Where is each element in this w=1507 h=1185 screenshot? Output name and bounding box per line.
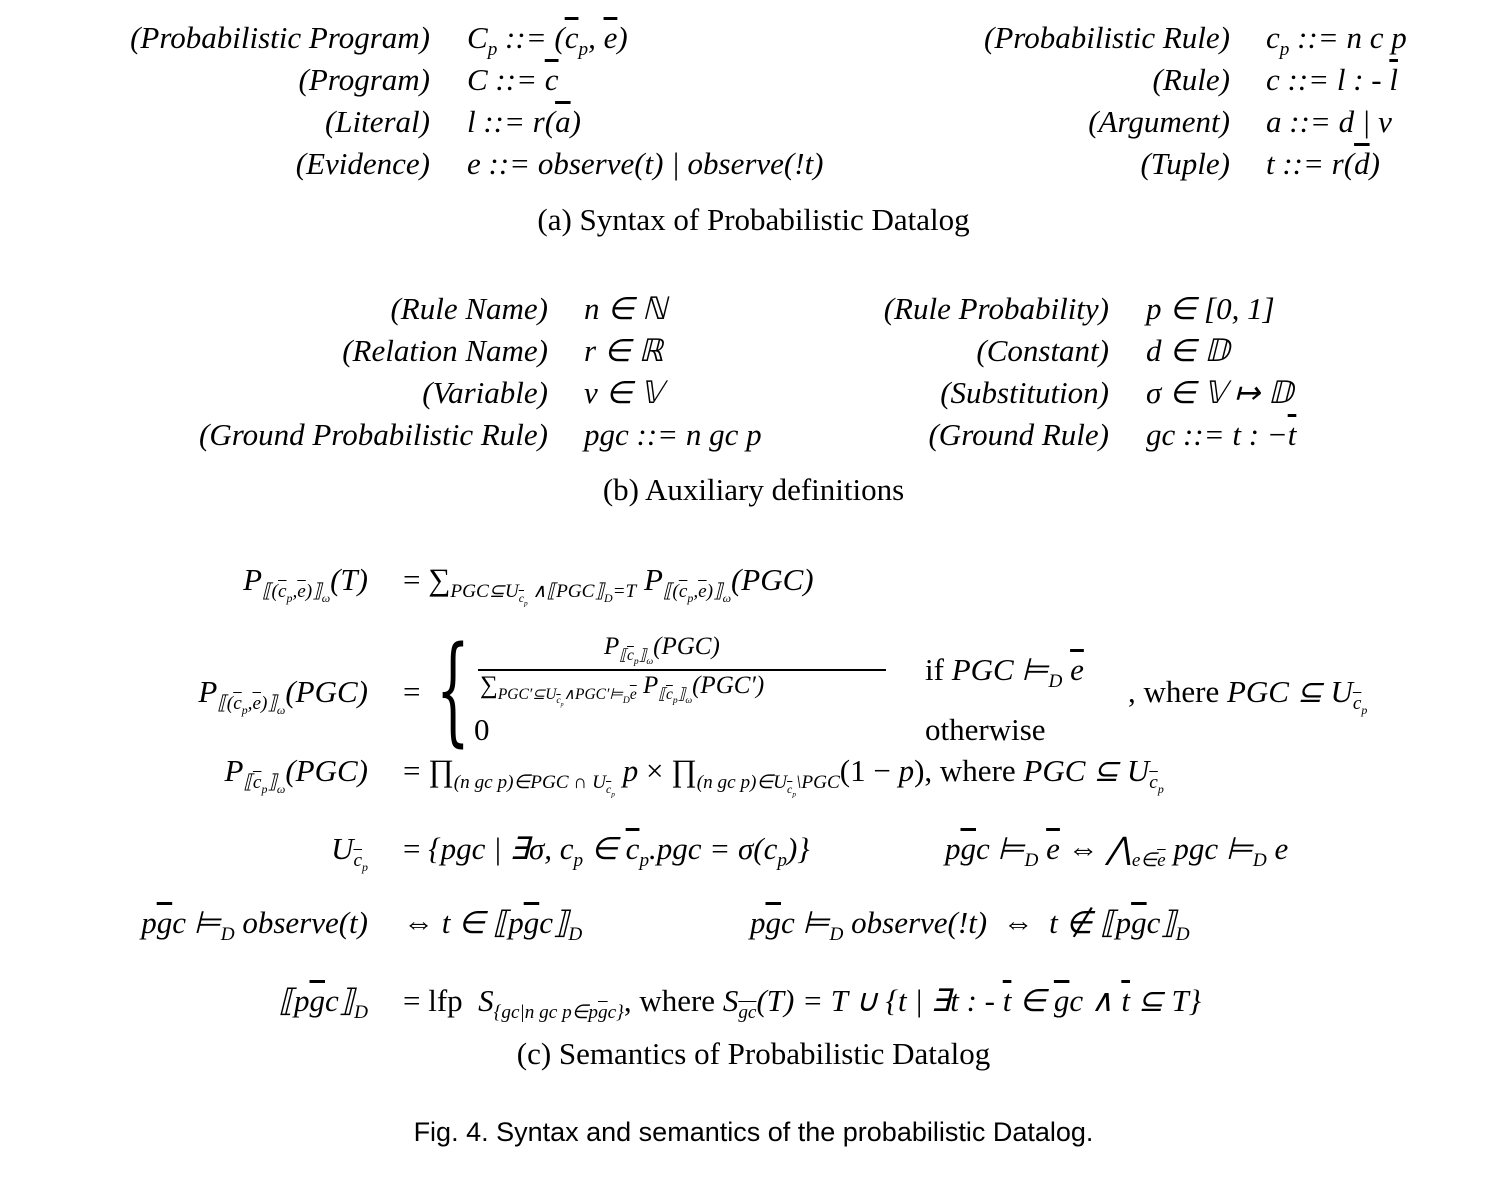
syntax-expr-probabilistic-program: $C_p$ ::= ($\overline{c}_p$, $\overline{e}$) (467, 20, 628, 61)
semantics-caption: (c) Semantics of Probabilistic Datalog (516, 1036, 991, 1071)
aux-label-relation-name: (Relation Name) (342, 333, 548, 368)
eq2-frac-den: $\sum_{PGC'⊆U_{\overline{c}_p}\wedge PGC'⊨_D\overline{e}}$ $P_{⟦\overline{c}_p⟧_\omega}(PGC')$ (480, 672, 765, 709)
syntax-expr-probabilistic-rule: $c_p$ ::= n c p (1266, 20, 1407, 61)
eq2-lhs: $P_{⟦(\overline{c}_p,\overline{e})⟧_\omega}(PGC)$ (198, 674, 368, 718)
syntax-label-argument: (Argument) (1088, 104, 1230, 139)
aux-expr-ground-probabilistic-rule: pgc ::= n gc p (584, 417, 762, 452)
eq2-case2-val: 0 (474, 712, 490, 747)
eq2-frac-line (478, 669, 886, 671)
eq4-right: $p\overline{g}c$ $⊨_D$ $\overline{e}$ ⇔ $⋀_{e\in\overline{e}}$ pgc $⊨_D$ e (945, 831, 1289, 872)
figure-caption: Fig. 4. Syntax and semantics of the probabilistic Datalog. (413, 1117, 1094, 1147)
eq4-rhs: = {pgc | ∃σ, $c_p$ ∈ $\overline{c}_p.pgc = \sigma(c_p)$} (403, 831, 810, 872)
aux-expr-relation-name: r ∈ ℝ (584, 333, 664, 368)
eq5-rhs: ⇔ t ∈ $⟦p\overline{g}c⟧_D$ (403, 905, 583, 946)
eq2-case2-cond: otherwise (925, 712, 1046, 747)
aux-expr-rule-probability: p ∈ [0, 1] (1146, 291, 1275, 326)
aux-expr-constant: d ∈ 𝔻 (1146, 333, 1230, 368)
syntax-label-program: (Program) (298, 62, 430, 97)
aux-expr-variable: v ∈ 𝕍 (584, 375, 663, 410)
syntax-label-literal: (Literal) (324, 104, 430, 139)
eq2-case1-cond: if PGC $⊨_D$ $\overline{e}$ (925, 652, 1084, 693)
syntax-expr-program: C ::= $\overline{c}$ (467, 62, 559, 97)
aux-label-ground-rule: (Ground Rule) (928, 417, 1109, 452)
eq1-rhs: = $\sum_{PGC⊆U_{\overline{c}_p} \wedge⟦PGC⟧_D=T}$ $P_{⟦(\overline{c}_p,\overline{e})⟧_\omega}(PGC)$ (403, 562, 814, 608)
eq3-lhs: $P_{⟦\overline{c}_p⟧_\omega}(PGC)$ (224, 753, 368, 797)
syntax-expr-rule: c ::= l : - $\overline{l}$ (1266, 62, 1398, 97)
eq4-lhs: $U_{\overline{c}_p}$ (331, 831, 368, 875)
aux-label-constant: (Constant) (976, 333, 1109, 368)
eq2-brace: { (436, 620, 470, 758)
syntax-label-tuple: (Tuple) (1140, 146, 1230, 181)
syntax-expr-tuple: t ::= $r(\overline{d})$ (1266, 146, 1380, 181)
syntax-expr-evidence: e ::= observe(t) | observe(!t) (467, 146, 824, 181)
aux-expr-ground-rule: gc ::= t : $-\overline{t}$ (1146, 417, 1297, 452)
eq2-equals: = (403, 674, 421, 709)
aux-expr-rule-name: n ∈ ℕ (584, 291, 667, 326)
eq6-lhs: $⟦p\overline{g}c⟧_D$ (278, 983, 368, 1024)
eq6-rhs: = lfp $S_{\{gc|n gc p\in p\overline{g}c\}}$, where $S_{\overline{gc}}(T) = T$ ∪ {t | ∃t : - $\overline{t}$ ∈ $\overline{g}c$ ∧ $\overline{t}$ ⊆ T} (403, 983, 1202, 1024)
eq3-rhs: = $\prod_{(n gc p)\in PGC \cap U_{\overline{c}_p}}$ $p \times \prod_{(n gc p)\in U_{\overline{c}_p}\backslash PGC}(1 - p)$, where PGC ⊆ $U_{\overline{c}_p}$ (403, 753, 1164, 799)
aux-label-rule-probability: (Rule Probability) (883, 291, 1109, 326)
aux-label-rule-name: (Rule Name) (390, 291, 548, 326)
syntax-label-evidence: (Evidence) (295, 146, 430, 181)
syntax-label-probabilistic-rule: (Probabilistic Rule) (984, 20, 1230, 55)
aux-caption: (b) Auxiliary definitions (602, 472, 905, 507)
aux-label-variable: (Variable) (422, 375, 548, 410)
eq2-frac-num: $P_{⟦\overline{c}_p⟧_\omega}(PGC)$ (604, 633, 720, 668)
eq5-right: $p\overline{g}c$ $⊨_D$ observe(!t) ⇔ t ∉ $⟦p\overline{g}c⟧_D$ (750, 905, 1190, 946)
syntax-label-probabilistic-program: (Probabilistic Program) (130, 20, 430, 55)
aux-expr-substitution: σ ∈ 𝕍 ↦ 𝔻 (1146, 375, 1294, 410)
aux-label-substitution: (Substitution) (940, 375, 1109, 410)
syntax-caption: (a) Syntax of Probabilistic Datalog (537, 202, 970, 237)
eq5-lhs: $p\overline{g}c$ $⊨_D$ observe(t) (141, 905, 368, 946)
syntax-label-rule: (Rule) (1152, 62, 1230, 97)
syntax-expr-argument: a ::= d | v (1266, 104, 1392, 139)
eq1-lhs: $P_{⟦(\overline{c}_p,\overline{e})⟧_\omega}(T)$ (243, 562, 368, 606)
syntax-expr-literal: l ::= $r(\overline{a})$ (467, 104, 581, 139)
eq2-where: , where PGC ⊆ $U_{\overline{c}_p}$ (1128, 674, 1368, 718)
aux-label-ground-probabilistic-rule: (Ground Probabilistic Rule) (199, 417, 548, 452)
